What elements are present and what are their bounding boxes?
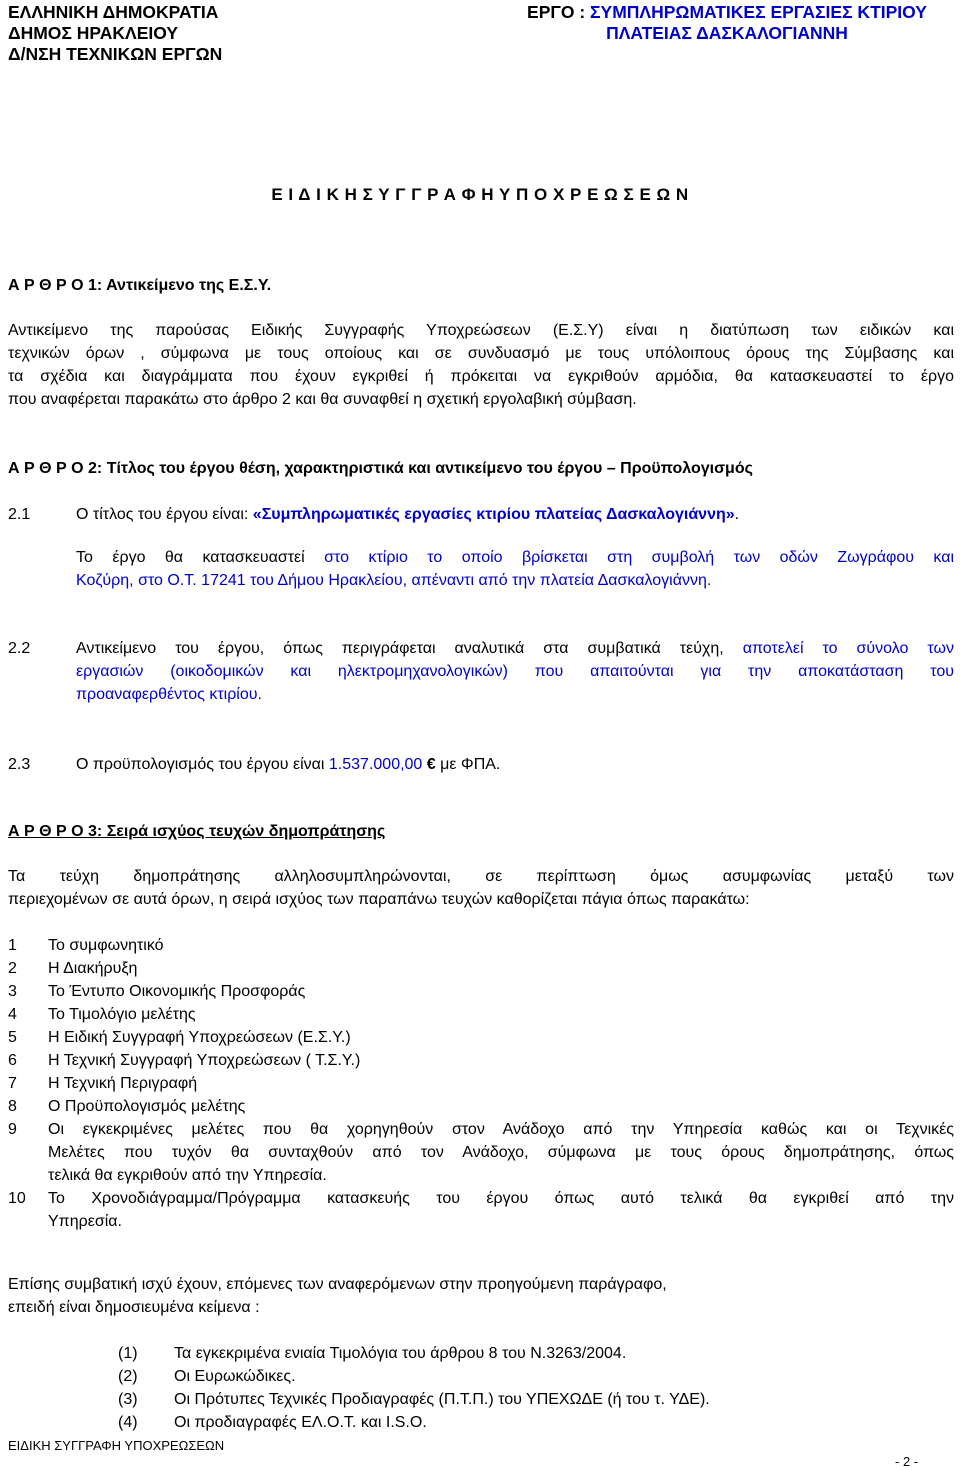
- article-3-also: [8, 1273, 954, 1319]
- location-text: στο κτίριο το οποίο βρίσκεται στη συμβολή των οδών Ζωγράφου και: [324, 549, 955, 566]
- article-1-line: που αναφέρεται παρακάτω στο άρθρο 2 και θα συναφθεί η σχετική εργολαβική σύμβαση.: [8, 391, 637, 408]
- list-item-text: Υπηρεσία.: [48, 1213, 122, 1230]
- header-line-3: Δ/ΝΣΗ ΤΕΧΝΙΚΩΝ ΕΡΓΩΝ: [8, 44, 223, 64]
- location-lead: Το έργο θα κατασκευαστεί: [76, 549, 325, 566]
- sub-item-text: Οι προδιαγραφές ΕΛ.Ο.Τ. και I.S.O.: [174, 1414, 427, 1431]
- list-item-text: Η Διακήρυξη: [48, 960, 138, 977]
- article-3-heading: Α Ρ Θ Ρ Ο 3: Σειρά ισχύος τευχών δημοπράτησης: [8, 823, 386, 840]
- sub-item-number: (2): [118, 1368, 138, 1385]
- budget-text: Ο προϋπολογισμός του έργου είναι: [76, 756, 329, 773]
- list-item-number: 6: [8, 1052, 17, 1069]
- sub-item-text: Οι Πρότυπες Τεχνικές Προδιαγραφές (Π.Τ.Π.) του ΥΠΕΧΩΔΕ (ή του τ. ΥΔΕ).: [174, 1391, 710, 1408]
- article-3-intro-line: περιεχομένων σε αυτά όρων, η σειρά ισχύος των παραπάνω τευχών καθορίζεται πάγια όπως παρακάτω:: [8, 891, 750, 908]
- article-1-heading: Α Ρ Θ Ρ Ο 1: Αντικείμενο της Ε.Σ.Υ.: [8, 277, 272, 294]
- header-line-1: ΕΛΛΗΝΙΚΗ ΔΗΜΟΚΡΑΤΙΑ: [8, 2, 219, 22]
- section-number: 2.3: [8, 756, 31, 773]
- section-2-1-location: [76, 546, 954, 592]
- sub-item-number: (4): [118, 1414, 138, 1431]
- article-3-intro-line: Τα τεύχη δημοπράτησης αλληλοσυμπληρώνονται, σε περίπτωση όμως ασυμφωνίας μεταξύ των: [8, 868, 954, 885]
- list-item-number: 10: [8, 1190, 26, 1207]
- project-title-line-1: ΣΥΜΠΛΗΡΩΜΑΤΙΚΕΣ ΕΡΓΑΣΙΕΣ ΚΤΙΡΙΟΥ: [590, 2, 927, 22]
- scope-text-2: εργασιών (οικοδομικών και ηλεκτρομηχανολογικών) που απαιτούνται για την αποκατάσταση του: [76, 663, 954, 680]
- header-line-2: ΔΗΜΟΣ ΗΡΑΚΛΕΙΟΥ: [8, 23, 179, 43]
- project-label: ΕΡΓΟ :: [527, 2, 591, 22]
- list-item-text: Η Τεχνική Περιγραφή: [48, 1075, 198, 1092]
- list-item-number: 9: [8, 1121, 17, 1138]
- sub-item-number: (3): [118, 1391, 138, 1408]
- list-item-text: Μελέτες που τυχόν θα συνταχθούν από τον Ανάδοχο, σύμφωνα με τους όρους δημοπράτησης, όπως: [48, 1144, 954, 1161]
- scope-text: αποτελεί το σύνολο των: [742, 640, 955, 657]
- section-number: 2.2: [8, 640, 31, 657]
- section-2-2-text: Αντικείμενο του έργου, όπως περιγράφεται αναλυτικά στα συμβατικά τεύχη,: [76, 640, 743, 657]
- section-2-1-text: Ο τίτλος του έργου είναι:: [76, 506, 253, 523]
- section-number: 2.1: [8, 506, 31, 523]
- sub-item-text: Τα εγκεκριμένα ενιαία Τιμολόγια του άρθρου 8 του Ν.3263/2004.: [174, 1345, 627, 1362]
- article-1-line: τεχνικών όρων , σύμφωνα με τους οποίους και σε συνδυασμό με τους υπόλοιπους όρους της Σύμβασης και: [8, 345, 954, 362]
- list-item-text: Η Ειδική Συγγραφή Υποχρεώσεων (Ε.Σ.Υ.): [48, 1029, 351, 1046]
- article-1-line: Αντικείμενο της παρούσας Ειδικής Συγγραφής Υποχρεώσεων (Ε.Σ.Υ) είναι η διατύπωση των ειδικών και: [8, 322, 954, 339]
- article-3-intro: [8, 865, 954, 911]
- list-item-number: 7: [8, 1075, 17, 1092]
- footer-title: ΕΙΔΙΚΗ ΣΥΓΓΡΑΦΗ ΥΠΟΧΡΕΩΣΕΩΝ: [8, 1438, 225, 1453]
- sub-item-number: (1): [118, 1345, 138, 1362]
- budget-amount: 1.537.000,00: [328, 756, 423, 773]
- list-item-text: Το Έντυπο Οικονομικής Προσφοράς: [48, 983, 306, 1000]
- list-item-number: 8: [8, 1098, 17, 1115]
- article-2-heading: Α Ρ Θ Ρ Ο 2: Τίτλος του έργου θέση, χαρακτηριστικά και αντικείμενο του έργου – Προϋπολογισμός: [8, 460, 753, 477]
- list-item-text: τελικά θα εγκριθούν από την Υπηρεσία.: [48, 1167, 327, 1184]
- list-item-number: 4: [8, 1006, 17, 1023]
- list-item-text: Ο Προϋπολογισμός μελέτης: [48, 1098, 246, 1115]
- euro-symbol: €: [426, 756, 436, 773]
- section-2-1: 2.1 Ο τίτλος του έργου είναι: «Συμπληρωματικές εργασίες κτιρίου πλατείας Δασκαλογιάννη».: [0, 503, 960, 526]
- section-2-3: [0, 753, 960, 776]
- document-title: Ε Ι Δ Ι Κ Η Σ Υ Γ Γ Ρ Α Φ Η Υ Π Ο Χ Ρ Ε Ω Σ Ε Ω Ν: [271, 185, 689, 204]
- list-item-text: Το συμφωνητικό: [48, 937, 164, 954]
- list-item-number: 1: [8, 937, 17, 954]
- also-line: Επίσης συμβατική ισχύ έχουν, επόμενες των αναφερόμενων στην προηγούμενη παράγραφο,: [8, 1276, 667, 1293]
- article-1-line: τα σχέδια και διαγράμματα που έχουν εγκριθεί ή πρόκειται να εγκριθούν αρμόδια, θα κατασκευαστεί το έργο: [8, 368, 954, 385]
- sub-item-text: Οι Ευρωκώδικες.: [174, 1368, 296, 1385]
- precedence-list: [0, 934, 960, 1234]
- list-item-text: Η Τεχνική Συγγραφή Υποχρεώσεων ( Τ.Σ.Υ.): [48, 1052, 361, 1069]
- published-texts-list: [0, 1342, 960, 1438]
- budget-vat: με ΦΠΑ.: [435, 756, 501, 773]
- list-item-number: 5: [8, 1029, 17, 1046]
- list-item-text: Το Τιμολόγιο μελέτης: [48, 1006, 196, 1023]
- scope-text-3: προαναφερθέντος κτιρίου.: [76, 686, 262, 703]
- page-number: - 2 -: [895, 1454, 919, 1469]
- list-item-number: 3: [8, 983, 17, 1000]
- article-1-body: [8, 319, 954, 411]
- list-item-text: Οι εγκεκριμένες μελέτες που θα χορηγηθούν στον Ανάδοχο από την Υπηρεσία καθώς και οι Τεχνικές: [48, 1121, 954, 1138]
- list-item-number: 2: [8, 960, 17, 977]
- authority-header: [8, 2, 222, 65]
- project-name: «Συμπληρωματικές εργασίες κτιρίου πλατείας Δασκαλογιάννη»: [252, 506, 735, 523]
- list-item-text: Το Χρονοδιάγραμμα/Πρόγραμμα κατασκευής του έργου όπως αυτό τελικά θα εγκριθεί από την: [48, 1190, 954, 1207]
- project-header: [502, 2, 952, 44]
- location-text-2: Κοζύρη, στο Ο.Τ. 17241 του Δήμου Ηρακλείου, απέναντι από την πλατεία Δασκαλογιάννη.: [76, 572, 712, 589]
- also-line: επειδή είναι δημοσιευμένα κείμενα :: [8, 1299, 260, 1316]
- project-title-line-2: ΠΛΑΤΕΙΑΣ ΔΑΣΚΑΛΟΓΙΑΝΝΗ: [606, 23, 848, 43]
